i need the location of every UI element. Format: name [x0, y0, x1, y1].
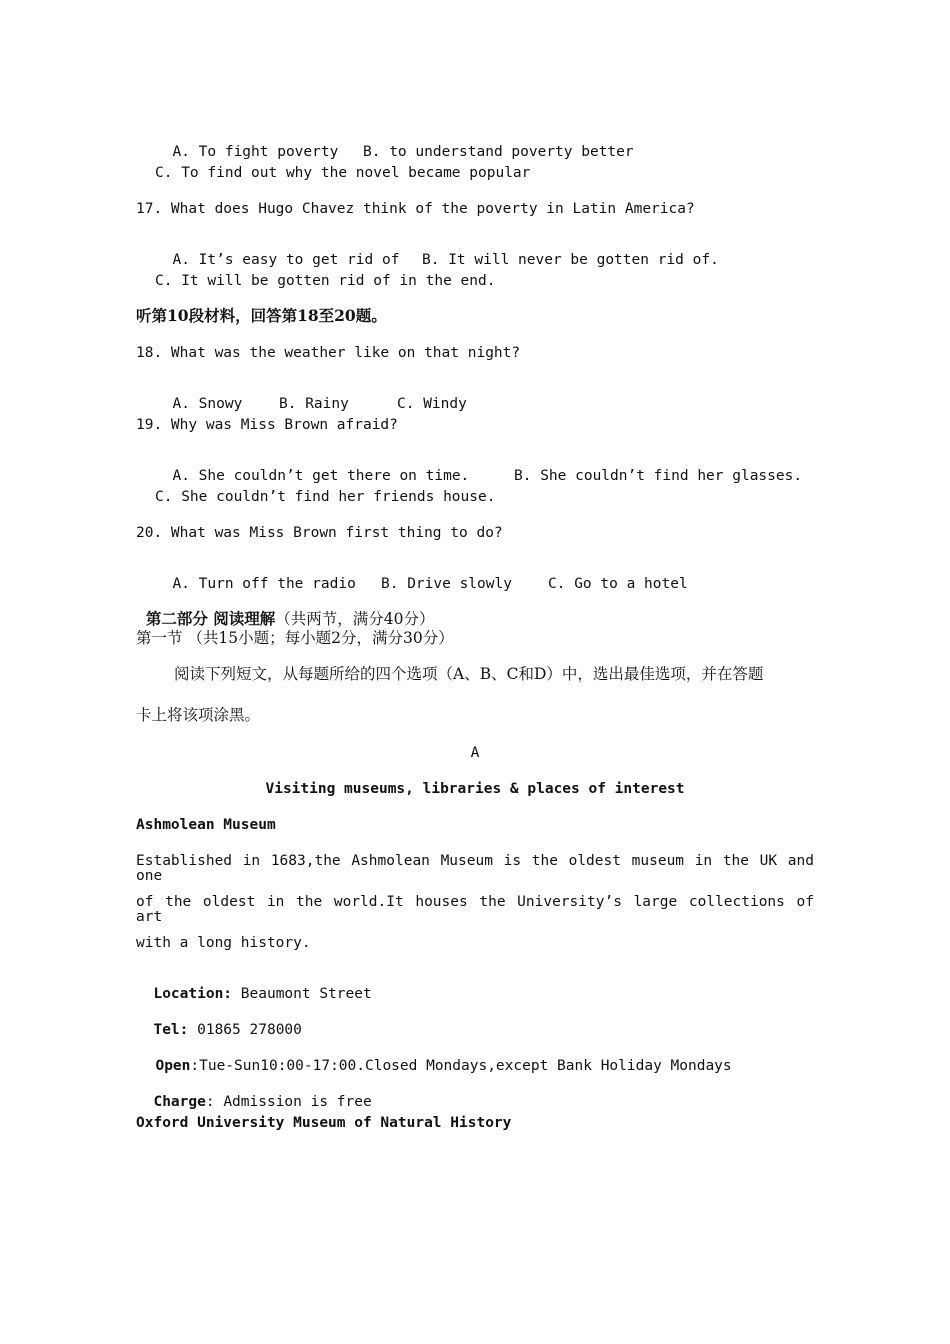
ashmolean-desc-line-2: of the oldest in the world.It houses the University’s large collections of art	[136, 894, 814, 925]
q18-option-a: A. Snowy	[172, 395, 243, 412]
q16-option-b: B. to understand poverty better	[363, 143, 634, 160]
part-2-score: （共两节，满分40分）	[275, 609, 435, 628]
q17-options-row-1	[155, 238, 719, 268]
q19-option-a: A. She couldn’t get there on time.	[172, 467, 470, 484]
q17-option-b: B. It will never be gotten rid of.	[422, 251, 719, 268]
section-10-heading: 听第10段材料，回答第18至20题。	[136, 306, 387, 325]
ashmolean-charge	[136, 1080, 372, 1109]
open-value: :Tue-Sun10:00-17:00.Closed Mondays,except Bank Holiday Mondays	[190, 1057, 732, 1074]
q20-option-a: A. Turn off the radio	[172, 575, 356, 592]
passage-letter: A	[470, 745, 480, 761]
q16-option-c: C. To find out why the novel became popular	[155, 165, 531, 181]
ashmolean-open-hours	[138, 1044, 732, 1073]
q17-option-c: C. It will be gotten rid of in the end.	[155, 273, 496, 289]
part-2-heading	[136, 595, 435, 627]
location-label: Location:	[153, 985, 233, 1002]
q19-options-row-1	[155, 454, 803, 484]
q19-question: 19. Why was Miss Brown afraid?	[136, 417, 398, 433]
ashmolean-location	[136, 972, 372, 1001]
ashmolean-tel	[136, 1008, 302, 1037]
tel-value: 01865 278000	[188, 1021, 302, 1038]
charge-value: : Admission is free	[205, 1093, 372, 1110]
section-1-heading: 第一节 （共15小题；每小题2分，满分30分）	[136, 629, 454, 647]
ashmolean-museum-name: Ashmolean Museum	[136, 817, 276, 833]
oxford-natural-history-museum-name: Oxford University Museum of Natural History	[136, 1115, 512, 1131]
q18-option-c: C. Windy	[397, 395, 467, 412]
open-label: Open	[155, 1057, 191, 1074]
q18-option-b: B. Rainy	[279, 395, 349, 412]
q16-options-row-1	[155, 130, 634, 160]
tel-label: Tel:	[153, 1021, 189, 1038]
charge-label: Charge	[153, 1093, 206, 1110]
part-2-title: 第二部分 阅读理解	[145, 608, 276, 628]
q19-option-c: C. She couldn’t find her friends house.	[155, 489, 496, 505]
q16-option-a: A. To fight poverty	[172, 143, 339, 160]
passage-title: Visiting museums, libraries & places of interest	[265, 781, 685, 797]
q20-option-c: C. Go to a hotel	[548, 575, 688, 592]
ashmolean-desc-line-3: with a long history.	[136, 935, 311, 951]
q18-options-row	[155, 382, 467, 412]
location-value: Beaumont Street	[232, 985, 372, 1002]
q20-options-row	[155, 562, 688, 592]
q20-question: 20. What was Miss Brown first thing to do?	[136, 525, 503, 541]
ashmolean-desc-line-1: Established in 1683,the Ashmolean Museum is the oldest museum in the UK and one	[136, 853, 814, 884]
q17-option-a: A. It’s easy to get rid of	[172, 251, 400, 268]
q20-option-b: B. Drive slowly	[381, 575, 512, 592]
instruction-line-1: 阅读下列短文，从每题所给的四个选项（A、B、C和D）中，选出最佳选项，并在答题	[174, 665, 764, 683]
q18-question: 18. What was the weather like on that night?	[136, 345, 521, 361]
q17-question: 17. What does Hugo Chavez think of the poverty in Latin America?	[136, 201, 695, 217]
instruction-line-2: 卡上将该项涂黑。	[136, 706, 261, 724]
q19-option-b: B. She couldn’t find her glasses.	[514, 467, 803, 484]
